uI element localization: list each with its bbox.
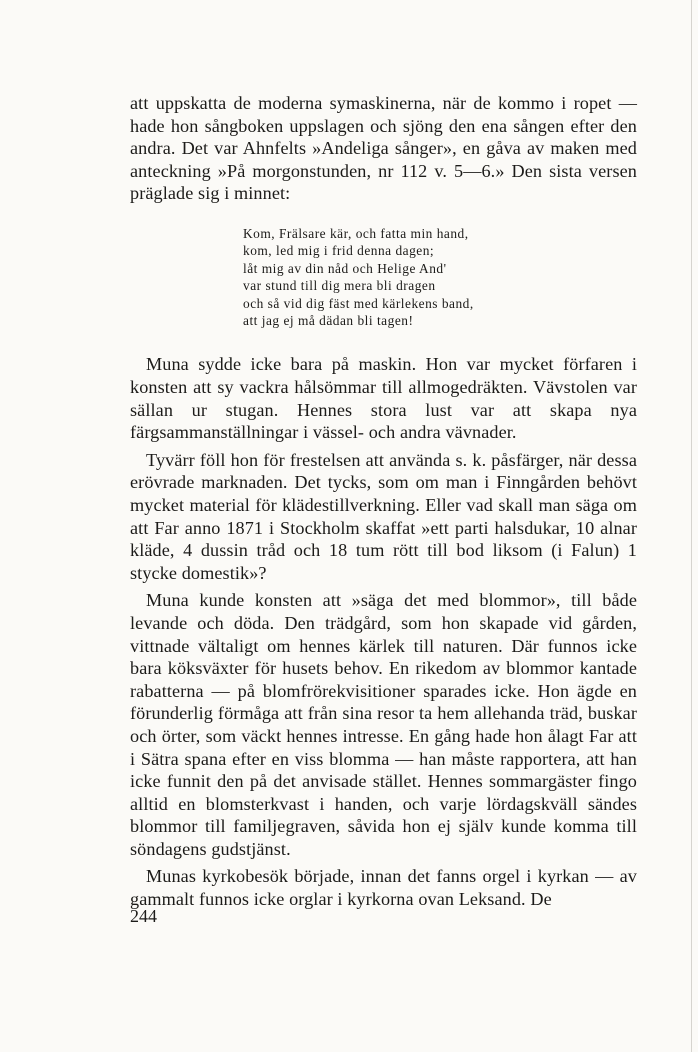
verse-line: att jag ej må dädan bli tagen! [243,313,414,328]
verse-line: var stund till dig mera bli dragen [243,278,436,294]
verse-line: låt mig av din nåd och Helige And' [243,260,447,276]
paragraph-dyes: Tyvärr föll hon för frestelsen att använda s. k. påsfärger, när dessa erövrade marknaden. Det tycks, som om man i Finngården behövt mycket material för klädestillverkning. Eller vad skall man säga om att Far anno 1871 i Stockholm skaffat »ett parti halsdukar, 10 alnar kläde, 4 dussin tråd och 18 tum rött till bod liksom (i Falun) 1 stycke domestik»? [130,449,637,583]
verse-line: Kom, Frälsare kär, och fatta min hand, [243,225,469,241]
paragraph-continuation: att uppskatta de moderna symaskinerna, när de kommo i ropet — hade hon sångboken uppslagen och sjöng den ena sången efter den andra. Det var Ahnfelts »Andeliga sånger», en gåva av maken med anteckning »På morgonstunden, nr 112 v. 5—6.» Den sista versen präglade sig i minnet: [130,93,637,204]
paragraph-flowers: Muna kunde konsten att »säga det med blommor», till både levande och döda. Den trädgård, som hon skapade vid gården, vittnade vältaligt om hennes kärlek till naturen. Där funnos icke bara köksväxter för husets behov. En rikedom av blommor kantade rabatterna — på blomfrörekvisitioner sparades icke. Hon ägde en förunderlig förmåga att från sina resor ta hem allehanda träd, buskar och örter, som väckt hennes intresse. En gång hade hon ålagt Far att i Sätra spana efter en viss blomma — han måste rapportera, att han icke funnit den på det anvisade stället. Hennes sommargäster fingo alltid en blomsterkvast i handen, och varje lördagskväll sändes blommor till familjegraven, såvida hon ej själv kunde komma till söndagens gudstjänst. [130,590,637,859]
paragraph-sewing: Muna sydde icke bara på maskin. Hon var mycket förfaren i konsten att sy vackra hålsömmar till allmogedräkten. Vävstolen var sällan ur stugan. Hennes stora lust var att skapa nya färgsammanställningar i vässel- och andra vävnader. [130,354,637,443]
verse-line: kom, led mig i frid denna dagen; [243,243,435,259]
page-edge [691,0,692,1052]
page-number: 244 [130,906,157,926]
paragraph-church: Munas kyrkobesök började, innan det fanns orgel i kyrkan — av gammalt funnos icke orglar i kyrkorna ovan Leksand. De [130,866,637,910]
hymn-verse [243,225,637,329]
verse-line: och så vid dig fäst med kärlekens band, [243,295,474,311]
body-text [130,92,637,911]
